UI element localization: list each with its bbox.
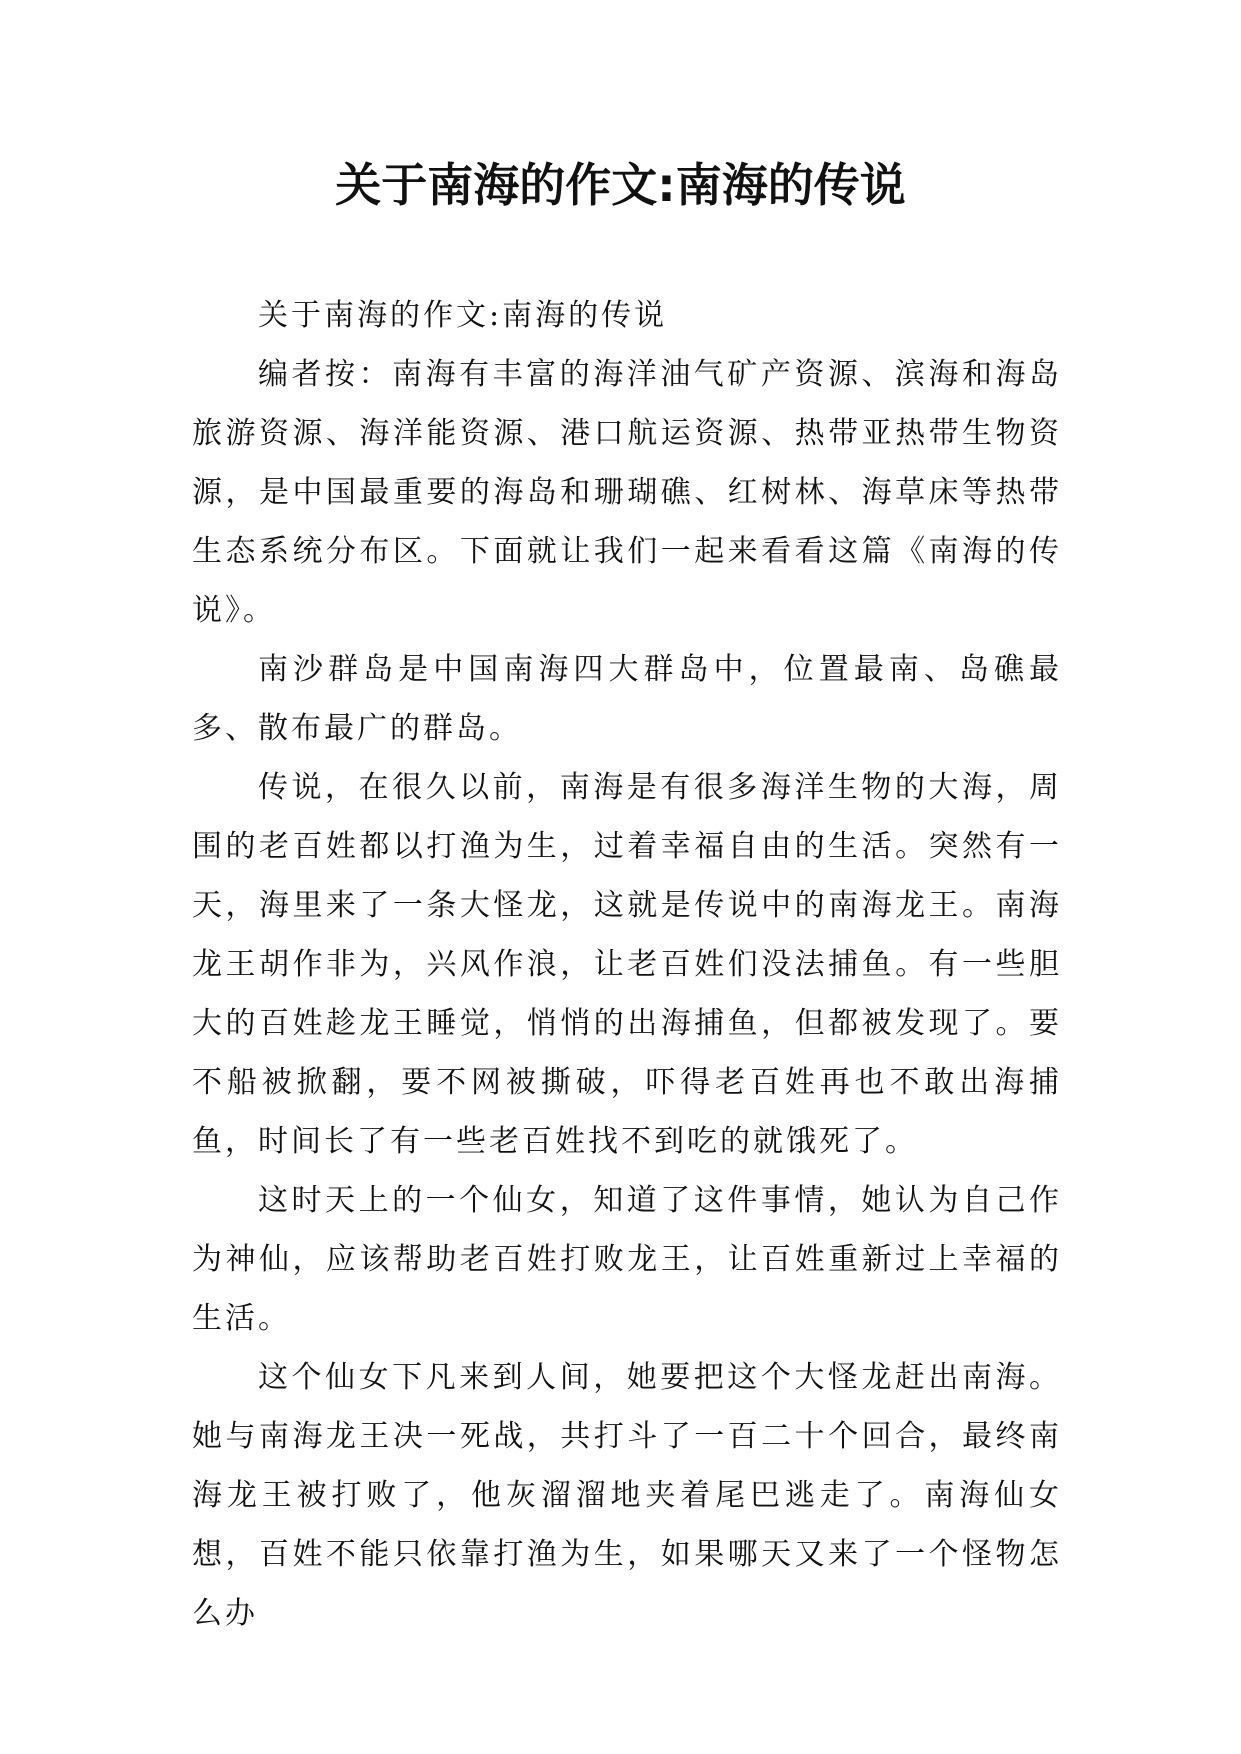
paragraph-nansha: 南沙群岛是中国南海四大群岛中，位置最南、岛礁最多、散布最广的群岛。: [192, 652, 1062, 746]
paragraph-subtitle: 关于南海的作文:南海的传说: [258, 298, 668, 333]
document-title: 关于南海的作文:南海的传说: [335, 158, 906, 212]
document-body: [192, 286, 1062, 1643]
paragraph-legend: 传说，在很久以前，南海是有很多海洋生物的大海，周围的老百姓都以打渔为生，过着幸福自由的生活。突然有一天，海里来了一条大怪龙，这就是传说中的南海龙王。南海龙王胡作非为，兴风作浪，让老百姓们没法捕鱼。有一些胆大的百姓趁龙王睡觉，悄悄的出海捕鱼，但都被发现了。要不船被掀翻，要不网被撕破，吓得老百姓再也不敢出海捕鱼，时间长了有一些老百姓找不到吃的就饿死了。: [192, 770, 1062, 1159]
paragraph-editor-note: 编者按：南海有丰富的海洋油气矿产资源、滨海和海岛旅游资源、海洋能资源、港口航运资源、热带亚热带生物资源，是中国最重要的海岛和珊瑚礁、红树林、海草床等热带生态系统分布区。下面就让我们一起来看看这篇《南海的传说》。: [192, 357, 1062, 628]
paragraph-battle: 这个仙女下凡来到人间，她要把这个大怪龙赶出南海。她与南海龙王决一死战，共打斗了一百二十个回合，最终南海龙王被打败了，他灰溜溜地夹着尾巴逃走了。南海仙女想，百姓不能只依靠打渔为生，如果哪天又来了一个怪物怎么办: [192, 1360, 1062, 1631]
paragraph-fairy: 这时天上的一个仙女，知道了这件事情，她认为自己作为神仙，应该帮助老百姓打败龙王，让百姓重新过上幸福的生活。: [192, 1183, 1062, 1336]
